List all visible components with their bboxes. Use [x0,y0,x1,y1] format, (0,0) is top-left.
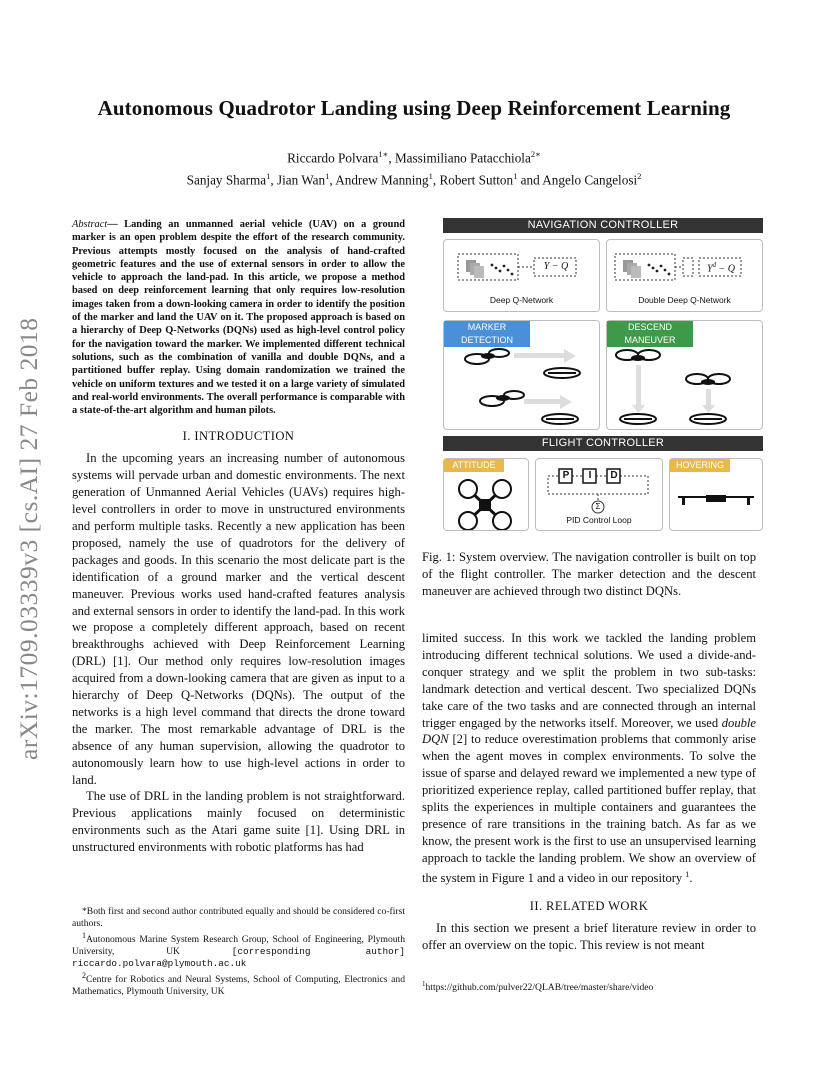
left-column [72,218,405,856]
author-line-2: Sanjay Sharma$^1$, Jian Wan$^1$, Andrew Manning$^1$, Robert Sutton$^1$ and Angelo Cangelosi$^2$ [186,171,642,188]
footnote-coauthors: *Both first and second author contributed equally and should be considered co-first authors. [72,906,405,929]
right-footnote: $^1$https://github.com/pulver22/QLAB/tree/master/share/video [422,980,654,994]
section-heading-introduction: I. INTRODUCTION [182,429,295,444]
ddqn-loss-formula: $Y^d - Q$ [706,261,736,275]
author-list [60,145,768,190]
arxiv-identifier: arXiv:1709.03339v3 [cs.AI] 27 Feb 2018 [14,317,43,760]
footnote-affiliation-2: $^2$Centre for Robotics and Neural Systems, School of Computing, Electronics and Mathematics, Plymouth University, UK [72,970,405,997]
quadrotor-side-view-icon [670,459,762,530]
right-paragraph-1: limited success. In this work we tackled the landing problem introducing different technical solutions. We used a divide-and-conquer strategy and we split the problem in two sub-tasks: landmark detection and vertical descent. Two specialized DQNs take care of the two tasks and are connected through an internal trigger engaged by the networks itself. Moreover, we used double DQN [2] to reduce overestimation problems that commonly arise when the agent moves in complex environments. To solve the issue of sparse and delayed reward we implemented a new type of prioritized experience replay, called partitioned buffer replay, that splits the experiences in multiple containers and guarantees the presence of rare transitions in the training batch. As far as we know, the present work is the first to use an unsupervised learning approach to tackle the landing problem. We show an overview of the system in Figure 1 and a video in our repository $^1$. [422,631,756,885]
ddqn-panel [606,239,763,312]
pid-sum-node: Σ [595,502,601,511]
system-overview-figure [443,218,763,530]
left-footnotes [72,906,405,998]
attitude-tag: ATTITUDE [444,459,504,472]
footnote-affiliation-1: $^1$Autonomous Marine System Research Group, School of Engineering, Plymouth University, UK [corresponding author] riccardo.polvara@plymouth.ac.uk [72,930,405,969]
descend-maneuver-tag: DESCEND MANEUVER [607,321,693,347]
hovering-tag: HOVERING [670,459,730,472]
marker-detection-drawing [444,321,599,429]
author-line-1: Riccardo Polvara$^{1∗}$, Massimiliano Patacchiola$^{2∗}$ [287,149,541,166]
dqn-panel [443,239,600,312]
pid-d-block: D [610,470,618,481]
attitude-panel [443,458,529,531]
navigation-controller-bar: NAVIGATION CONTROLLER [443,218,763,233]
ddqn-label: Double Deep Q-Network [638,295,731,305]
repository-link[interactable]: https://github.com/pulver22/QLAB/tree/master/share/video [425,982,654,994]
drone-left-icon [616,350,660,361]
flight-controller-bar: FLIGHT CONTROLLER [443,436,763,451]
abstract-label: Abstract [72,219,108,230]
descend-maneuver-panel [606,320,763,430]
intro-paragraph-2: The use of DRL in the landing problem is not straightforward. Previous applications mainly focused on deterministic environments such as the Atari game suite [1]. Using DRL in unstructured environments with robotic platforms has had [72,789,405,855]
pid-label: PID Control Loop [566,515,632,525]
drone-right-icon [686,374,730,385]
section-heading-related-work: II. RELATED WORK [529,898,649,913]
right-column [422,630,756,954]
paper-title: Autonomous Quadrotor Landing using Deep Reinforcement Learning [97,96,731,120]
marker-detection-tag: MARKER DETECTION [444,321,530,347]
hovering-panel [669,458,763,531]
marker-detection-panel [443,320,600,430]
descend-maneuver-drawing [607,321,762,429]
abstract: Abstract— Landing an unmanned aerial vehicle (UAV) on a ground marker is an open problem despite the effort of the research community. Previous attempts mostly focused on the analysis of hand-crafted geometric features and the use of external sensors in order to allow the vehicle to approach the land-pad. In this article, we propose a method based on deep reinforcement learning that only requires low-resolution images taken from a down-looking camera in order to identify the position of the marker and land the UAV on it. The proposed approach is based on a hierarchy of Deep Q-Networks (DQNs) used as high-level control policy for the navigation toward the marker. We implemented different technical solutions, such as the combination of vanilla and double DQNs, and a partitioned buffer replay. Using domain randomization we trained the vehicle on uniform textures and we tested it on a large variety of simulated and real-world environments. The overall performance is comparable with a state-of-the-art algorithm and human pilots. [72,219,405,417]
dqn-loss-formula: Y − Q [543,261,569,272]
figure-caption: Fig. 1: System overview. The navigation controller is built on top of the flight controller. The marker detection and the descent maneuver are achieved through two distinct DQNs. [422,550,756,598]
pid-i-block: I [588,470,592,481]
intro-paragraph-1: In the upcoming years an increasing number of autonomous systems will pervade urban and domestic environments. The next generation of Unmanned Aerial Vehicles (UAVs) requires high-level controllers in order to move in unstructured environments and perform multiple tasks. Recently a new application has been proposed, namely the use of quadrotors for the delivery of packages and goods. In this scenario the most delicate part is the identification of a ground marker and the vertical descent maneuver. Previous works used hand-crafted features analysis and external sensors in order to identify the land-pad. In this work we propose a completely different approach, based on recent breakthroughs achieved with Deep Reinforcement Learning (DRL) [1]. Our method only requires low-resolution images acquired from a down-looking camera that are given as input to a hierarchy of Deep Q-Networks (DQNs). The output of the networks is a high level command that directs the drone toward the marker. The most remarkable advantage of DRL is the absence of any human supervision, allowing the quadrotor to autonomously learn how to use high-level actions in order to land. [72,451,405,787]
dqn-label: Deep Q-Network [489,295,554,305]
drone-bottom-icon [480,391,524,406]
pid-p-block: P [562,470,570,481]
related-work-paragraph: In this section we present a brief literature review in order to offer an overview on the topic. This review is not meant [422,920,756,952]
pid-panel [535,458,663,531]
drone-top-icon [465,349,509,364]
quadrotor-top-view-icon [444,459,528,530]
